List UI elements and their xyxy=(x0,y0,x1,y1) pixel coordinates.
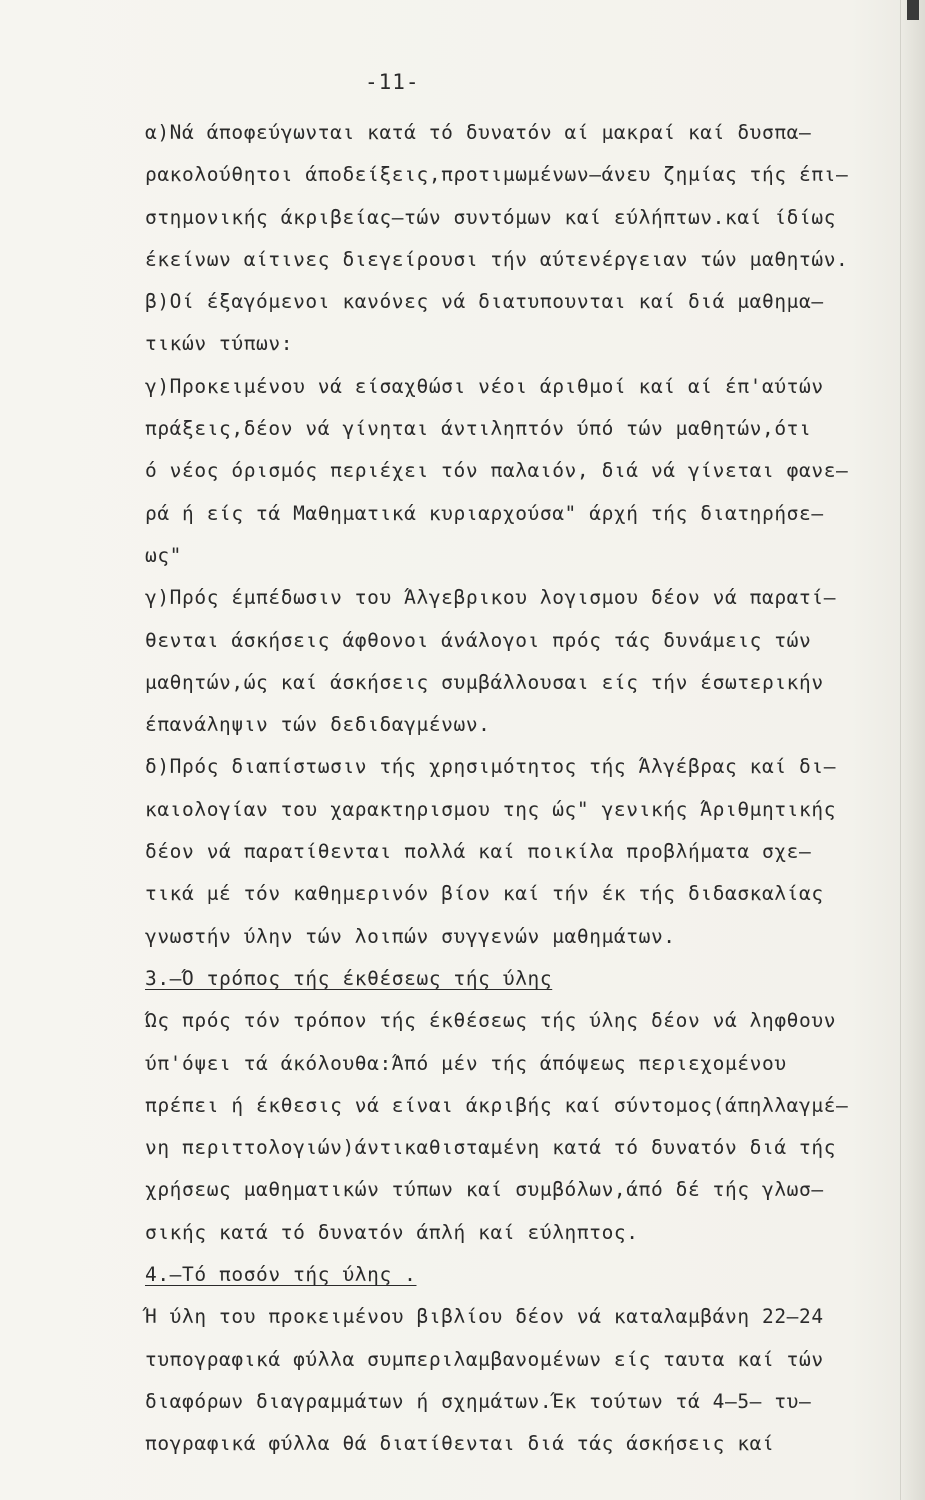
text-line: χρήσεως μαθηματικών τύπων καί συμβόλων,άπό δέ τής γλωσ– xyxy=(145,1178,824,1202)
text-line: γνωστήν ύλην τών λοιπών συγγενών μαθημάτων. xyxy=(145,924,676,948)
text-line: έπανάληψιν τών δεδιδαγμένων. xyxy=(145,713,491,737)
text-line: γ)Προκειμένου νά είσαχθώσι νέοι άριθμοί καί αί έπ'αύτών xyxy=(145,374,824,398)
text-line: Ή ύλη του προκειμένου βιβλίου δέον νά καταλαμβάνη 22–24 xyxy=(145,1305,824,1329)
text-line: σικής κατά τό δυνατόν άπλή καί εύληπτος. xyxy=(145,1220,639,1244)
text-line: Ώς πρός τόν τρόπον τής έκθέσεως τής ύλης δέον νά ληφθουν xyxy=(145,1009,837,1033)
text-line: ως" xyxy=(145,543,183,567)
text-line: ό νέος όρισμός περιέχει τόν παλαιόν, διά νά γίνεται φανε– xyxy=(145,459,849,483)
text-line: πογραφικά φύλλα θά διατίθενται διά τάς άσκήσεις καί xyxy=(145,1432,775,1456)
text-line: διαφόρων διαγραμμάτων ή σχημάτων.Έκ τούτων τά 4–5– τυ– xyxy=(145,1389,812,1413)
text-line: τικών τύπων: xyxy=(145,332,294,356)
text-line: πράξεις,δέον νά γίνηται άντιληπτόν ύπό τών μαθητών,ότι xyxy=(145,417,812,441)
page-number: -11- xyxy=(365,70,420,94)
text-line: δέον νά παρατίθενται πολλά καί ποικίλα προβλήματα σχε– xyxy=(145,840,812,864)
text-line: α)Νά άποφεύγωνται κατά τό δυνατόν αί μακραί καί δυσπα– xyxy=(145,121,812,144)
text-line: γ)Πρός έμπέδωσιν του Άλγεβρικου λογισμου δέον νά παρατί– xyxy=(145,586,837,610)
text-line: δ)Πρός διαπίστωσιν τής χρησιμότητος τής Άλγέβρας καί δι– xyxy=(145,755,837,779)
text-line: καιολογίαν του χαρακτηρισμου της ώς" γενικής Άριθμητικής xyxy=(145,797,837,821)
section-heading: 4.–Τό ποσόν τής ύλης . xyxy=(145,1263,417,1287)
page-edge xyxy=(900,0,925,1500)
text-line: τικά μέ τόν καθημερινόν βίον καί τήν έκ τής διδασκαλίας xyxy=(145,882,824,906)
text-line: ρά ή είς τά Μαθηματικά κυριαρχούσα" άρχή τής διατηρήσε– xyxy=(145,501,824,525)
binding-mark xyxy=(907,0,919,20)
text-line: τυπογραφικά φύλλα συμπεριλαμβανομένων είς ταυτα καί τών xyxy=(145,1347,824,1371)
text-line: έκείνων αίτινες διεγείρουσι τήν αύτενέργειαν τών μαθητών. xyxy=(145,247,849,271)
text-line: πρέπει ή έκθεσις νά είναι άκριβής καί σύντομος(άπηλλαγμέ– xyxy=(145,1093,849,1117)
text-line: ύπ'όψει τά άκόλουθα:Άπό μέν τής άπόψεως περιεχομένου xyxy=(145,1051,787,1075)
text-line: νη περιττολογιών)άντικαθισταμένη κατά τό δυνατόν διά τής xyxy=(145,1136,837,1160)
text-line: ρακολούθητοι άποδείξεις,προτιμωμένων–άνευ ζημίας τής έπι– xyxy=(145,163,849,187)
text-line: β)Οί έξαγόμενοι κανόνες νά διατυπουνται καί διά μαθημα– xyxy=(145,290,824,314)
document-body xyxy=(145,112,890,1466)
text-line: μαθητών,ώς καί άσκήσεις συμβάλλουσαι είς τήν έσωτερικήν xyxy=(145,670,824,694)
text-line: στημονικής άκριβείας–τών συντόμων καί εύλήπτων.καί ίδίως xyxy=(145,205,837,229)
text-line: θενται άσκήσεις άφθονοι άνάλογοι πρός τάς δυνάμεις τών xyxy=(145,628,812,652)
section-heading: 3.–Ό τρόπος τής έκθέσεως τής ύλης xyxy=(145,966,553,990)
